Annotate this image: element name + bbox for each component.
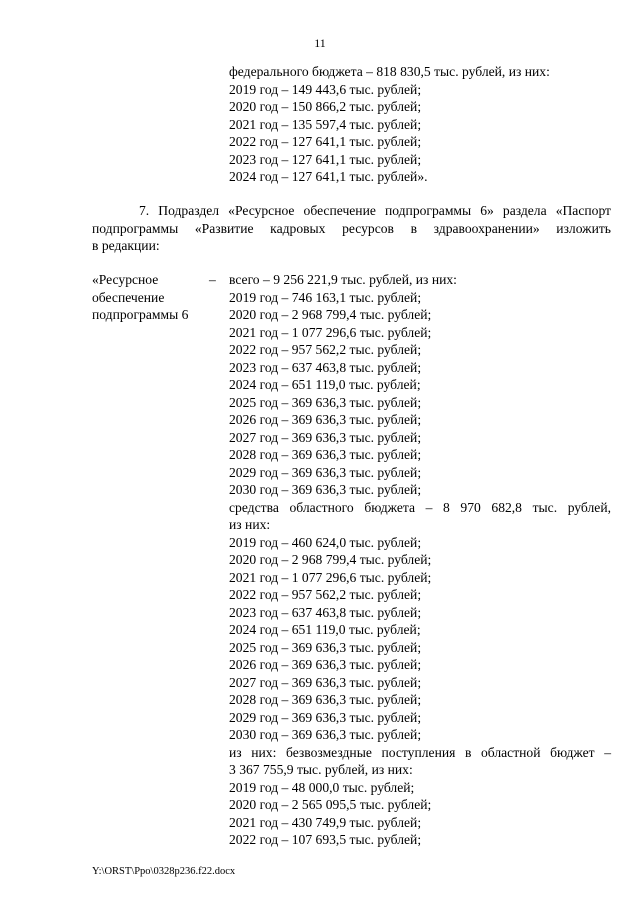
grants-header-line-1: из них: безвозмездные поступления в областной бюджет – bbox=[229, 744, 611, 760]
footer-file-path: Y:\ORST\Ppo\0328p236.f22.docx bbox=[92, 866, 236, 877]
list-item: 2024 год – 127 641,1 тыс. рублей». bbox=[229, 169, 428, 184]
list-item: 2028 год – 369 636,3 тыс. рублей; bbox=[229, 447, 422, 462]
list-item: 2028 год – 369 636,3 тыс. рублей; bbox=[229, 692, 422, 707]
resource-label-line: подпрограммы 6 bbox=[92, 307, 189, 322]
list-item: 2026 год – 369 636,3 тыс. рублей; bbox=[229, 412, 422, 427]
total-header: всего – 9 256 221,9 тыс. рублей, из них: bbox=[229, 272, 457, 287]
list-item: 2023 год – 637 463,8 тыс. рублей; bbox=[229, 604, 422, 620]
list-item: 2029 год – 369 636,3 тыс. рублей; bbox=[229, 709, 422, 725]
list-item: 2023 год – 127 641,1 тыс. рублей; bbox=[229, 151, 422, 167]
list-item: 2022 год – 127 641,1 тыс. рублей; bbox=[229, 134, 422, 149]
list-item: 2019 год – 149 443,6 тыс. рублей; bbox=[229, 81, 422, 97]
list-item: 2019 год – 746 163,1 тыс. рублей; bbox=[229, 289, 422, 305]
page-number: 11 bbox=[314, 36, 326, 50]
resource-label-line: обеспечение bbox=[92, 289, 165, 305]
top-list-header: федерального бюджета – 818 830,5 тыс. рублей, из них: bbox=[229, 64, 550, 79]
list-item: 2022 год – 957 562,2 тыс. рублей; bbox=[229, 342, 422, 357]
list-item: 2019 год – 48 000,0 тыс. рублей; bbox=[229, 779, 415, 795]
list-item: 2022 год – 107 693,5 тыс. рублей; bbox=[229, 832, 422, 847]
list-item: 2024 год – 651 119,0 тыс. рублей; bbox=[229, 622, 421, 637]
list-item: 2030 год – 369 636,3 тыс. рублей; bbox=[229, 727, 422, 742]
list-item: 2025 год – 369 636,3 тыс. рублей; bbox=[229, 639, 422, 655]
list-item: 2020 год – 150 866,2 тыс. рублей; bbox=[229, 99, 422, 114]
paragraph-line-3: в редакции: bbox=[92, 238, 160, 253]
list-item: 2021 год – 135 597,4 тыс. рублей; bbox=[229, 116, 422, 132]
resource-dash: – bbox=[209, 272, 216, 287]
list-item: 2020 год – 2 565 095,5 тыс. рублей; bbox=[229, 797, 432, 812]
list-item: 2021 год – 1 077 296,6 тыс. рублей; bbox=[229, 324, 432, 340]
list-item: 2020 год – 2 968 799,4 тыс. рублей; bbox=[229, 552, 432, 567]
grants-header-line-2: 3 367 755,9 тыс. рублей, из них: bbox=[229, 762, 413, 777]
list-item: 2027 год – 369 636,3 тыс. рублей; bbox=[229, 674, 422, 690]
list-item: 2026 год – 369 636,3 тыс. рублей; bbox=[229, 657, 422, 672]
list-item: 2021 год – 430 749,9 тыс. рублей; bbox=[229, 814, 422, 830]
list-item: 2023 год – 637 463,8 тыс. рублей; bbox=[229, 359, 422, 375]
list-item: 2027 год – 369 636,3 тыс. рублей; bbox=[229, 429, 422, 445]
list-item: 2020 год – 2 968 799,4 тыс. рублей; bbox=[229, 307, 432, 322]
list-item: 2030 год – 369 636,3 тыс. рублей; bbox=[229, 482, 422, 497]
list-item: 2029 год – 369 636,3 тыс. рублей; bbox=[229, 464, 422, 480]
list-item: 2025 год – 369 636,3 тыс. рублей; bbox=[229, 394, 422, 410]
resource-label-line: «Ресурсное bbox=[92, 272, 159, 287]
list-item: 2024 год – 651 119,0 тыс. рублей; bbox=[229, 377, 421, 392]
paragraph-line-2: подпрограммы «Развитие кадровых ресурсов в здравоохранении» изложить bbox=[92, 220, 611, 236]
paragraph-line-1: 7. Подраздел «Ресурсное обеспечение подпрограммы 6» раздела «Паспорт bbox=[139, 203, 611, 218]
list-item: 2019 год – 460 624,0 тыс. рублей; bbox=[229, 534, 422, 550]
regional-header-line-1: средства областного бюджета – 8 970 682,8 тыс. рублей, bbox=[229, 499, 611, 515]
list-item: 2021 год – 1 077 296,6 тыс. рублей; bbox=[229, 569, 432, 585]
list-item: 2022 год – 957 562,2 тыс. рублей; bbox=[229, 587, 422, 602]
regional-header-line-2: из них: bbox=[229, 517, 271, 532]
